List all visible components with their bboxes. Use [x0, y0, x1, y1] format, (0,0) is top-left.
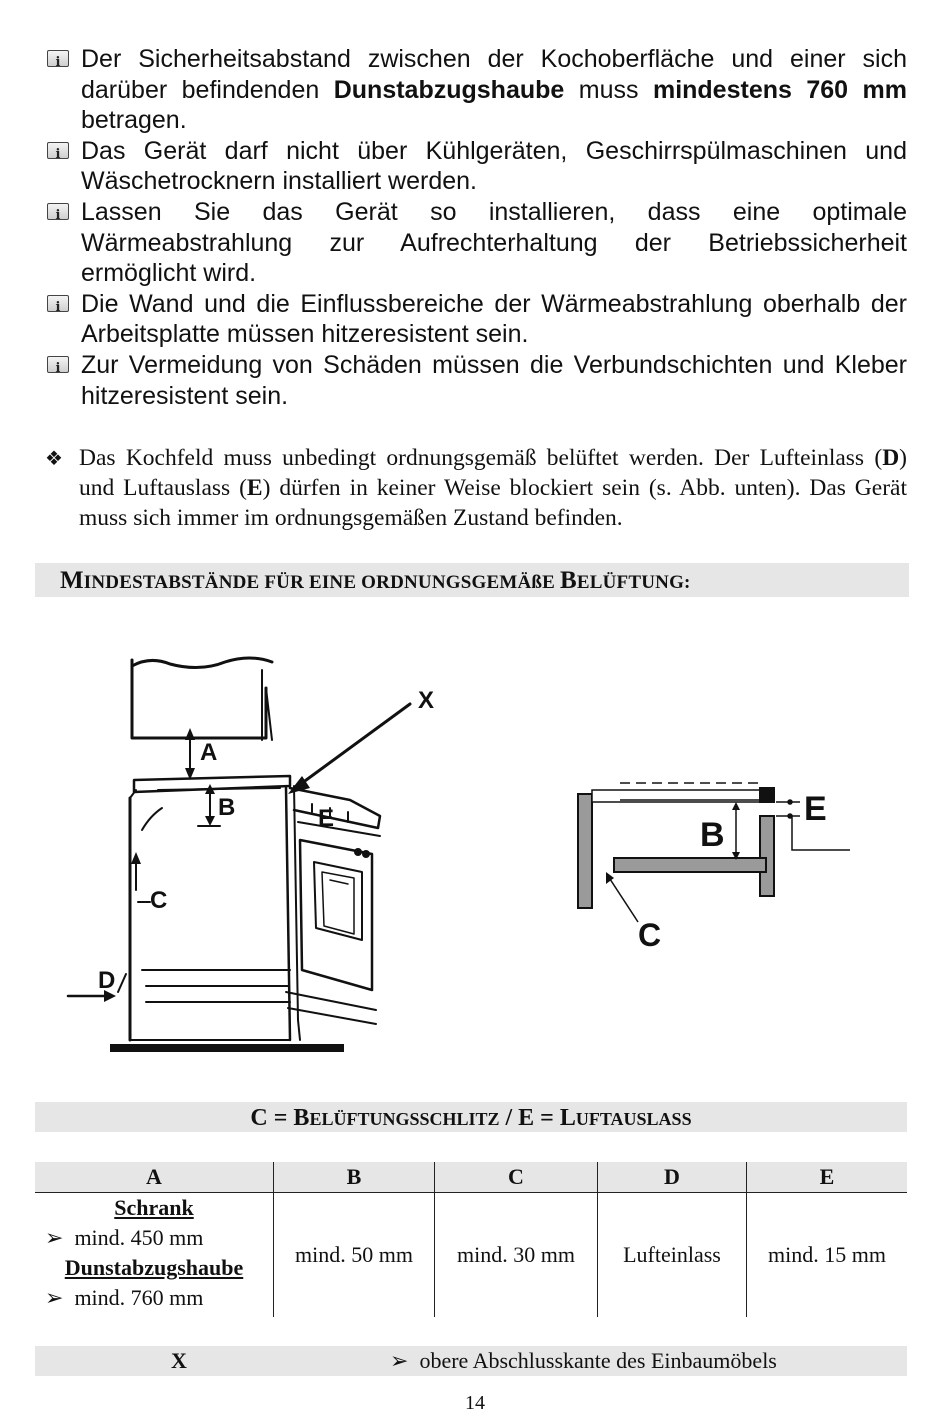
- info-text-part: Das Gerät darf nicht über Kühlgeräten, Geschirrspülmaschinen und Wäschetrocknern installiert werden.: [81, 136, 907, 196]
- info-item: [45, 197, 907, 289]
- info-icon: [47, 203, 69, 220]
- label-d: D: [98, 967, 116, 994]
- heading-part: M: [60, 567, 84, 594]
- col-header-c: C: [435, 1162, 598, 1193]
- ventilation-note: [45, 443, 907, 533]
- info-text-part: Zur Vermeidung von Schäden müssen die Verbundschichten und Kleber hitzeresistent sein.: [81, 350, 907, 410]
- label-c: C: [150, 887, 168, 914]
- heading-part: ELÜFTUNGSSCHLITZ: [309, 1109, 500, 1129]
- cabinet-value-line: [35, 1223, 273, 1253]
- info-text-part: Lassen Sie das Gerät so installieren, dass eine optimale Wärmeabstrahlung zur Aufrechterhaltung der Betriebssicherheit ermöglicht wird.: [81, 197, 907, 288]
- heading-part: UFTAUSLASS: [575, 1109, 692, 1129]
- info-list: [45, 44, 907, 411]
- hood-value-line: [35, 1283, 273, 1313]
- arrow-bullet-icon: ➢: [45, 1225, 64, 1250]
- info-icon: [47, 142, 69, 159]
- info-item: [45, 350, 907, 411]
- cell-b: mind. 50 mm: [274, 1193, 435, 1318]
- col-header-a: A: [35, 1162, 274, 1193]
- hood-label: Dunstabzugshaube: [64, 1255, 244, 1280]
- info-text-part: Die Wand und die Einflussbereiche der Wärmeabstrahlung oberhalb der Arbeitsplatte müssen hitzeresistent sein.: [81, 289, 907, 349]
- info-text-part: Der Sicherheitsabstand zwischen der Kochoberfläche und einer sich darüber befindenden: [81, 45, 907, 104]
- diamond-bullet-icon: ❖: [45, 446, 63, 470]
- info-item: [45, 136, 907, 197]
- col-header-b: B: [274, 1162, 435, 1193]
- info-icon: [47, 50, 69, 67]
- label-c-right: C: [638, 917, 662, 953]
- legend-bar: [35, 1102, 907, 1132]
- x-value: obere Abschlusskante des Einbaumöbels: [419, 1348, 777, 1373]
- arrow-bullet-icon: ➢: [45, 1285, 64, 1310]
- label-e: E: [318, 805, 335, 832]
- info-text-part: mindestens 760 mm: [652, 75, 907, 104]
- label-x: X: [418, 687, 435, 714]
- heading-part: ELÜFTUNG:: [576, 572, 691, 593]
- note-text-part: Das Kochfeld muss unbedingt ordnungsgemäß belüftet werden. Der Lufteinlass (: [79, 445, 883, 471]
- info-text: [81, 44, 907, 136]
- info-text-part: Dunstabzugshaube: [333, 75, 565, 104]
- label-b-right: B: [700, 816, 725, 854]
- info-text: [81, 136, 907, 197]
- arrow-bullet-icon: ➢: [390, 1348, 409, 1373]
- heading-part: L: [559, 1105, 576, 1131]
- cell-c: mind. 30 mm: [435, 1193, 598, 1318]
- installation-side-view-figure: [50, 640, 450, 1060]
- info-item: [45, 289, 907, 350]
- info-text-part: betragen.: [81, 106, 187, 135]
- distance-table: [35, 1162, 907, 1317]
- info-icon: [47, 295, 69, 312]
- note-text-part: D: [882, 445, 900, 471]
- info-text: [81, 289, 907, 350]
- note-text-part: ) und Luftauslass (: [79, 445, 907, 501]
- info-icon: [47, 356, 69, 373]
- table-row: [35, 1193, 907, 1318]
- col-header-d: D: [598, 1162, 747, 1193]
- note-text-part: ) dürfen in keiner Weise blockiert sein (s. Abb. unten). Das Gerät muss sich immer im ordnungsgemäßen Zustand befinden.: [79, 475, 907, 531]
- section-heading: [35, 563, 909, 597]
- heading-part: B: [293, 1105, 310, 1131]
- cabinet-label: Schrank: [114, 1195, 194, 1220]
- hood-value: mind. 760 mm: [74, 1285, 204, 1310]
- label-b: B: [218, 794, 236, 821]
- cabinet-value: mind. 450 mm: [74, 1225, 204, 1250]
- ventilation-note-text: [79, 443, 907, 533]
- heading-part: / E =: [499, 1105, 560, 1131]
- x-value-line: [390, 1346, 777, 1376]
- label-e-right: E: [804, 790, 827, 828]
- x-row: [35, 1346, 907, 1376]
- page-number: 14: [465, 1392, 485, 1414]
- info-text-part: muss: [564, 75, 653, 104]
- info-item: [45, 44, 907, 136]
- heading-part: B: [560, 567, 577, 594]
- info-text: [81, 350, 907, 411]
- installation-cross-section-figure: [560, 770, 860, 960]
- x-label: X: [171, 1348, 187, 1373]
- table-header-row: [35, 1162, 907, 1193]
- cell-e: mind. 15 mm: [747, 1193, 908, 1318]
- info-text: [81, 197, 907, 289]
- cell-a: [35, 1193, 274, 1318]
- heading-part: C =: [250, 1105, 294, 1131]
- cell-d: Lufteinlass: [598, 1193, 747, 1318]
- note-text-part: E: [246, 475, 263, 501]
- label-a: A: [200, 739, 218, 766]
- heading-part: INDESTABSTÄNDE FÜR EINE ORDNUNGSGEMÄßE: [83, 572, 560, 593]
- col-header-e: E: [747, 1162, 908, 1193]
